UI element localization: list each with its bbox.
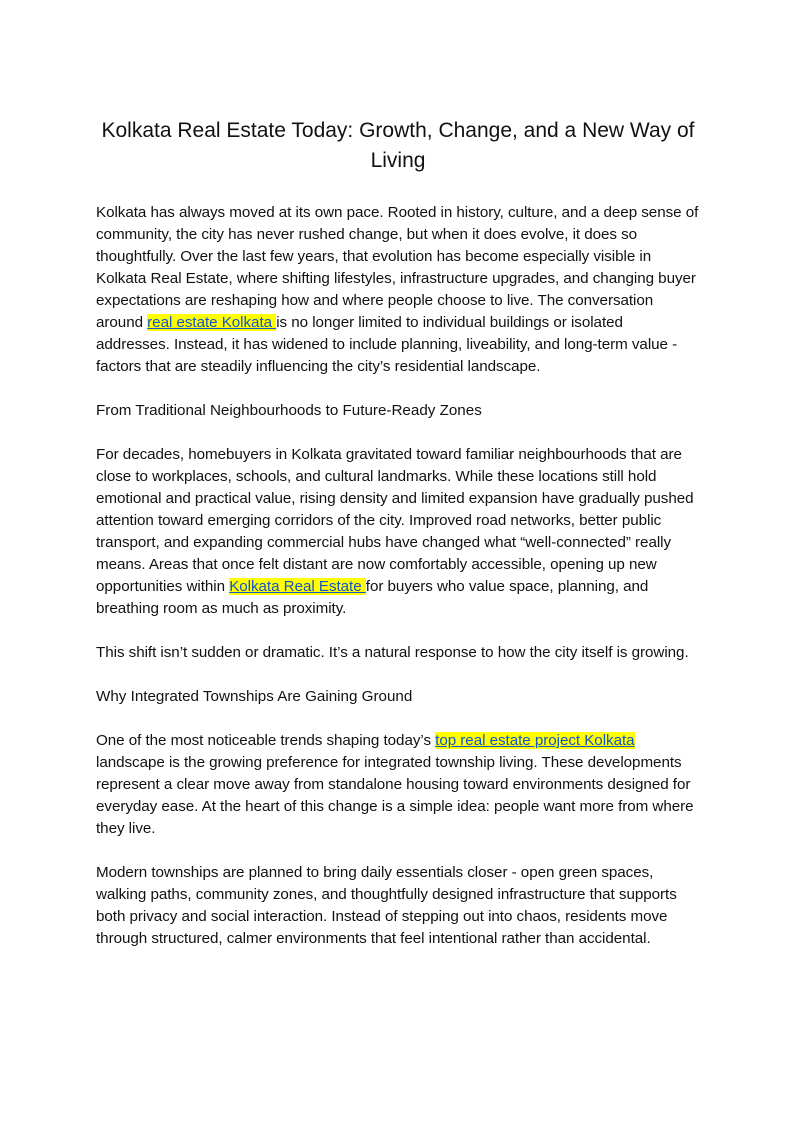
- townships-text-end: landscape is the growing preference for integrated township living. These developments represent a clear move away from standalone housing toward environments designed for everyday ease. At the heart of this change is a simple idea: people want more from where they live.: [96, 754, 694, 837]
- real-estate-kolkata-link[interactable]: real estate Kolkata: [147, 314, 277, 331]
- intro-text-start: Kolkata has always moved at its own pace. Rooted in history, culture, and a deep sense of community, the city has never rushed change, but when it does evolve, it does so thoughtfully. Over the last few years, that evolution has become especially visible in Kolkata Real Estate, where shifting lifestyles, infrastructure upgrades, and changing buyer expectations are reshaping how and where people choose to live. The conversation around: [96, 204, 699, 331]
- section-heading-townships: Why Integrated Townships Are Gaining Ground: [96, 688, 413, 705]
- shift-paragraph: This shift isn’t sudden or dramatic. It’s a natural response to how the city itself is growing.: [96, 644, 689, 661]
- section-heading-neighbourhoods: From Traditional Neighbourhoods to Future-Ready Zones: [96, 402, 482, 419]
- neighbourhoods-text-start: For decades, homebuyers in Kolkata gravitated toward familiar neighbourhoods that are close to workplaces, schools, and cultural landmarks. While these locations still hold emotional and practical value, rising density and limited expansion have gradually pushed attention toward emerging corridors of the city. Improved road networks, better public transport, and expanding commercial hubs have changed what “well-connected” really means. Areas that once felt distant are now comfortably accessible, opening up new opportunities within: [96, 446, 694, 595]
- document-title: Kolkata Real Estate Today: Growth, Change, and a New Way of Living: [101, 119, 695, 172]
- townships-text-start: One of the most noticeable trends shaping today’s: [96, 732, 436, 749]
- modern-townships-paragraph: Modern townships are planned to bring daily essentials closer - open green spaces, walking paths, community zones, and thoughtfully designed infrastructure that supports both privacy and social interaction. Instead of stepping out into chaos, residents move through structured, calmer environments that feel intentional rather than accidental.: [96, 864, 677, 947]
- document-page: [96, 116, 700, 972]
- neighbourhoods-paragraph: [96, 444, 700, 620]
- neighbourhoods-text-end: for buyers who value space, planning, and breathing room as much as proximity.: [96, 578, 649, 617]
- intro-text-end: is no longer limited to individual buildings or isolated addresses. Instead, it has widened to include planning, liveability, and long-term value - factors that are steadily influencing the city’s residential landscape.: [96, 314, 678, 375]
- kolkata-real-estate-link[interactable]: Kolkata Real Estate: [229, 578, 366, 595]
- townships-paragraph: [96, 730, 700, 840]
- top-real-estate-project-link[interactable]: top real estate project Kolkata: [435, 732, 635, 749]
- intro-paragraph: [96, 202, 700, 378]
